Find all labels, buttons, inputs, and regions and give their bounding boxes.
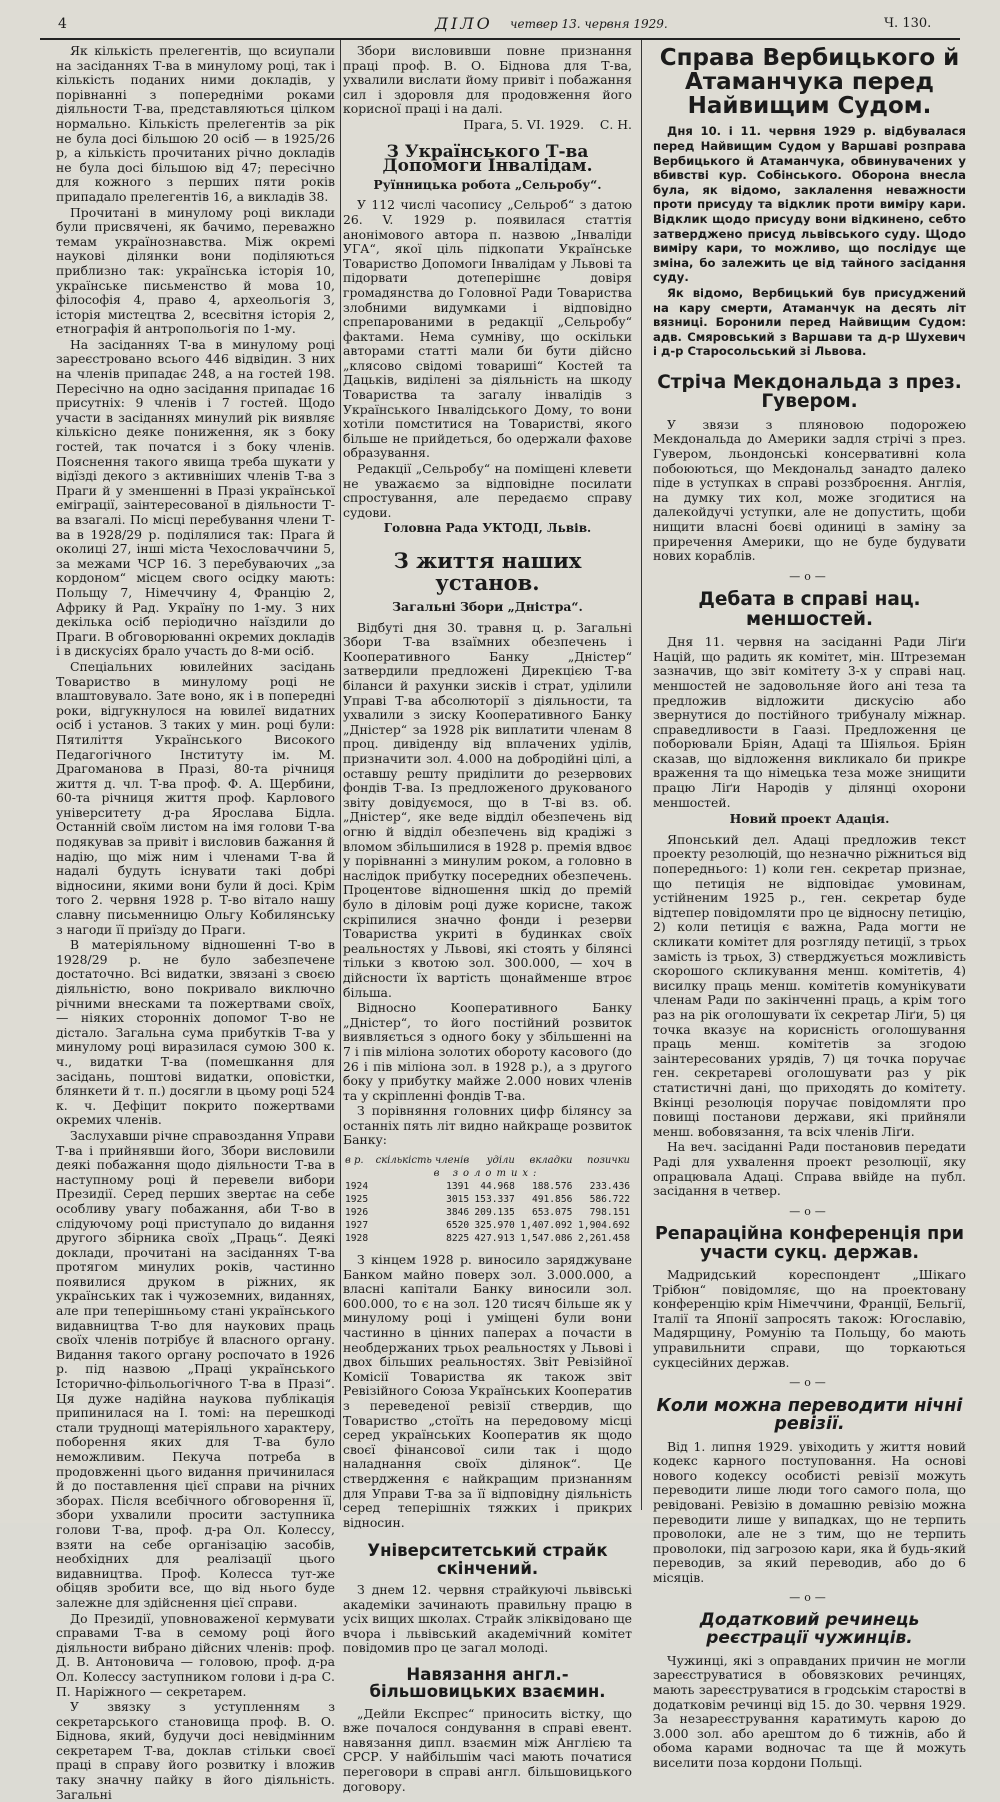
article-paragraph: „Дейли Експрес“ приносить вістку, що вже почалося сондування в справі евент. навязання дипл. взаємин між Англією та СРСР. У найбільшім часі мають початися переговори в справі англ. більшовицького договору. bbox=[343, 1705, 632, 1794]
column-divider bbox=[340, 40, 341, 1510]
headline: Справа Вербицького й Атаманчука перед Найвищим Судом. bbox=[659, 45, 960, 120]
author-initials: С. Н. bbox=[599, 116, 632, 132]
headline: Стріча Мекдональда з през. Гувером. bbox=[657, 371, 962, 413]
separator: —o— bbox=[789, 1204, 830, 1218]
table-cell: 586.722 bbox=[589, 1194, 630, 1206]
headline: Репараційна конференція при участи сукц. держав. bbox=[654, 1224, 965, 1263]
table-cell: 3846 bbox=[446, 1207, 470, 1219]
separator: —o— bbox=[789, 569, 830, 583]
page-header bbox=[58, 10, 938, 36]
table-row bbox=[343, 1180, 632, 1193]
article-paragraph: Від 1. липня 1929. увіходить у життя новий кодекс карного поступовання. На основі нового кодексу особисті ревізії можуть переводити лише люди того самого пола, що ревідовані. Ревізію в домашню ревізію можна переводити лише у випадках, що не терпить проволоки, але не з тим, що не терпить проволоки, під загрозою кари, яка й будь-який переводив, за який переводив, або до 6 місяців. bbox=[653, 1438, 966, 1585]
lead-paragraph: Дня 10. і 11. червня 1929 р. відбувалася перед Найвищим Судом у Варшаві розправа Вербицького й Атаманчука, обвинувачених у вбивстві кур. Собінського. Оборона внесла була, як відомо, заклалення неважности проти присуду та відклик проти виміру кари. Відклик щодо присуду вони відкинено, себто затверджено присуд львівського суду. Щодо виміру кари, то можливо, що послідує ще зміна, бо залежить це від тайного засідання суду. bbox=[653, 124, 966, 285]
article-signature bbox=[343, 118, 632, 133]
table-cell: 233.436 bbox=[589, 1181, 630, 1193]
article-paragraph: В матеріяльному відношенні Т-во в 1928/29 р. не було забезпечене достаточно. Всі видатки, звязані з своєю діяльністю, воно покривало виключно річними внесками та пожертвами своїх, — ніяких сторонніх допомог Т-во не дістало. Загальна сума прибутків Т-ва у минулому році виразилася сумою 300 к. ч., видатки Т-ва (помешкання для засідань, поштові видатки, оповістки, блянкети й т. п.) досягли в цьому році 524 к. ч. Дефіцит покрито пожертвами окремих членів. bbox=[56, 937, 335, 1128]
column-header: позички bbox=[587, 1155, 630, 1167]
table-cell: 798.151 bbox=[589, 1207, 630, 1219]
column-header: в р. bbox=[345, 1155, 364, 1167]
article-signature: Головна Рада УКТОДІ, Львів. bbox=[383, 521, 592, 536]
table-cell: 325.970 bbox=[474, 1220, 515, 1232]
table-cell: 491.856 bbox=[531, 1194, 573, 1206]
column-header: уділи bbox=[486, 1155, 515, 1167]
subheadline: Руїнницька робота „Сельробу“. bbox=[373, 176, 602, 192]
article-paragraph: Спеціальних ювилейних засідань Товариство в минулому році не влаштовувало. Зате воно, як і в попередні роки, відгукнулося на ювилеї видатних осіб і установ. З таких у мин. році були: Пятиліття Українського Високого Педагогічного Інституту ім. М. Драгоманова в Празі, 80-та річниця життя д. чл. Т-ва проф. Ф. А. Щербини, 60-та річниця життя проф. Карлового університету д-ра Ярослава Бідла. Останній своїм листом на імя голови Т-ва подякував за привіт і висловив бажання й надію, що між ним і членами Т-ва й надалі будуть існувати такі добрі відносини, якими вони були й досі. Крім того 2. червня 1928 р. Т-во вітало нашу славну письменницю Ольгу Кобилянську з нагоди її приїзду до Праги. bbox=[56, 658, 335, 937]
issue-date: четвер 13. червня 1929. bbox=[510, 17, 668, 31]
article-paragraph: У 112 числі часопису „Сельроб“ з датою 26. V. 1929 р. появилася статтія анонімового автора п. назвою „Інваліди УГА“, якої ціль підкопати Українське Товариство Допомоги Інвалідам у Львові та підорвати дотеперішнє довіря громадянства до Головної Ради Товариства злобними видумками і відповідно спрепарованими в редакції „Сельробу“ фактами. Нема сумніву, що оскільки авторами статті мали би бути дійсно „клясово свідомі товариші“ Костей та Дацьків, виділені за діяльність на шкоду Товариства та загалу інвалідів з Українського Інвалідського Дому, то вони хотіли помститися на Товаристві, якого більше не прийдеться, бо одержали фахове образування. bbox=[343, 197, 632, 461]
article-paragraph: З днем 12. червня страйкуючі львівські академіки зачинають правильну працю в усіх вищих школах. Страйк зліквідовано ще вчора і львівський академічний комітет повідомив про це загал молоді. bbox=[343, 1581, 632, 1656]
column-header: вкладки bbox=[529, 1155, 573, 1167]
table-cell: 1927 bbox=[345, 1220, 369, 1232]
column-header: скількість членів bbox=[375, 1155, 470, 1167]
subheadline: Новий проект Адація. bbox=[729, 811, 890, 827]
table-header-row bbox=[343, 1154, 632, 1167]
table-cell: 1924 bbox=[345, 1181, 369, 1193]
table-cell: 1928 bbox=[345, 1233, 369, 1245]
page-number: 4 bbox=[58, 16, 67, 32]
article-paragraph: У звязку з уступленням з секретарського становища проф. В. О. Біднова, який, будучи досі невідмінним секретарем Т-ва, доклав стільки своєї праці в справу його розвитку і вложив таку значну пайку в його діяльність. Загальні bbox=[56, 1699, 335, 1802]
paper-title: ДІЛО bbox=[435, 14, 493, 33]
article-paragraph: Прочитані в минулому році виклади були присвячені, як бачимо, переважно темам українознавства. Між окремі наукові ділянки вони поділяються приблизно так: українська історія 10, українське письменство й мова 10, філософія 4, право 4, археольогія 3, історія мистецтва 2, всесвітня історія 2, етнографія й антропольогія по 1-му. bbox=[56, 204, 335, 337]
article-paragraph: Відносно Кооперативного Банку „Дністер“, то його постійний розвиток виявляється з одного боку у збільшенні на 7 і пів міліона золотих обороту касового (до 26 і пів міліона зол. в 1928 р.), а з другого боку у прибутку майже 2.000 нових членів та у скріпленні фондів Т-ва. bbox=[343, 1000, 632, 1103]
table-cell: 427.913 bbox=[474, 1233, 515, 1245]
table-body bbox=[343, 1180, 632, 1245]
article-paragraph: Мадридський кореспондент „Шікаго Трібюн“ повідомляє, що на проектовану конференцію крім Німеччини, Франції, Бельгії, Італії та Японії запросять також: Югославію, Мадярщину, Ромунію та Польщу, бо мають управильнити справи, що торкаються сукцесійних держав. bbox=[653, 1267, 966, 1370]
table-cell: 1,407.092 bbox=[520, 1220, 573, 1232]
table-cell: 1926 bbox=[345, 1207, 369, 1219]
table-row bbox=[343, 1193, 632, 1206]
headline: Навязання англ.-більшовицьких взаємин. bbox=[369, 1664, 606, 1702]
table-cell: 653.075 bbox=[531, 1207, 573, 1219]
article-paragraph: З кінцем 1928 р. виносило заряджуване Банком майно поверх зол. 3.000.000, а власні капітали Банку виносили зол. 600.000, то є на зол. 120 тисяч більше як у минулому році і уміщені були вони частинно в цінних паперах а почасти в необдержаних трьох реальностях у Львові і двох більших реальностях. Звіт Ревізійної Комісії Товариства як також звіт Ревізійного Союза Українських Кооператив з переведеної ревізії ствердив, що Товариство „стоїть на передовому місці серед українських Кооператив як щодо своєї фінансової сили так і щодо наладнання своїх ділянок“. Це ствердження є найкращим признанням для Управи Т-ва за її відповідну діяльність серед теперішніх тяжких і прикрих відносин. bbox=[343, 1252, 632, 1530]
article-paragraph: Збори висловивши повне признання праці проф. В. О. Біднова для Т-ва, ухвалили вислати йому привіт і побажання сил і здоровля для продовження його корисної праці і на далі. bbox=[343, 43, 632, 117]
table-row bbox=[343, 1219, 632, 1232]
article-paragraph: Чужинці, які з оправданих причин не могли зареєструватися в обовязкових речинцях, мають зареєструватися в гродськім старостві в додатковім речинці від 15. до 30. червня 1929. За незареєстрування каратимуть карою до 3.000 зол. або арештом до 6 тижнів, або й обома карами водночас та ще й можуть виселити поза кордони Польщі. bbox=[653, 1652, 966, 1770]
table-cell: 44.968 bbox=[480, 1181, 515, 1193]
table-cell: 2,261.458 bbox=[578, 1233, 630, 1245]
lead-paragraph: Як відомо, Вербицький був присуджений на кару смерти, Атаманчук на десять літ вязниці. Боронили перед Найвищим Судом: адв. Смяровський з Варшави та д-р Шухевич і д-р Старосольський зі Львова. bbox=[653, 285, 966, 359]
column-1 bbox=[56, 43, 335, 1802]
table-cell: 1,904.692 bbox=[578, 1220, 630, 1232]
article-paragraph: До Президії, уповноваженої кермувати справами Т-ва в семому році його діяльности вибрано дійсних членів: проф. Д. В. Антоновича — головою, проф. д-ра Ол. Колессу заступником голови і д-ра С. П. Наріжного — секретарем. bbox=[56, 1610, 335, 1699]
issue-number: Ч. 130. bbox=[884, 16, 932, 31]
table-cell: 1,547.086 bbox=[520, 1233, 573, 1245]
headline: Додатковий речинець реєстрації чужинців. bbox=[699, 1610, 920, 1648]
article-paragraph: Редакції „Сельробу“ на поміщені клевети не уважаємо за відповідне посилати спростування, але передаємо справу судови. bbox=[343, 461, 632, 520]
table-cell: 3015 bbox=[446, 1194, 470, 1206]
headline: З Українського Т-ва Допомоги Інвалідам. bbox=[382, 141, 593, 177]
header-rule bbox=[40, 38, 960, 40]
financial-table bbox=[343, 1154, 632, 1245]
article-paragraph: Дня 11. червня на засіданні Ради Ліґи Націй, що радить як комітет, мін. Штреземан зазначив, що звіт комітету 3-х у справі нац. меншостей не задовольняе його ані теза та предложив відложити дискусію або звернутися до постійного трибуналу міжнар. справедливости в Гаазі. Предложення це поборювали Бріян, Адаці та Шіяльоя. Бріян сказав, що відложення викликало би прикре враження та що німецька теза може знищити працю Ліґи Народів у ділянці охорони меншостей. bbox=[653, 634, 966, 810]
table-cell: 1925 bbox=[345, 1194, 369, 1206]
unit-note: в золотих: bbox=[433, 1168, 542, 1180]
article-paragraph: На засіданнях Т-ва в минулому році зареєстровано всього 446 відвідин. З них на членів припадає 248, а на гостей 198. Пересічно на одно засідання припадає 16 присутніх: 9 членів і 7 гостей. Щодо участи в засіданнях минулий рік виявляє кількісно деяке пониження, як з боку гостей, так початся і з боку членів. Пояснення такого явища треба шукати у відїзді декого з активніших членів Т-ва з Праги й у зменшенні в Празі української еміграції, заінтересованої в діяльности Т-ва взагалі. По місці перебування члени Т-ва в 1928/29 р. поділялися так: Прага й околиці 27, інші міста Чехословаччини 5, за межами ЧСР 16. З перебуваючих „за кордоном“ місцем свого осідку мають: Польщу 7, Німеччину 4, Францію 2, Африку й Рад. Україну по 1-му. З них декілька осіб періодично наїздили до Праги. В обговорюванні окремих докладів і в дискусіях брало участь до 8-ми осіб. bbox=[56, 336, 335, 659]
article-paragraph: У звязи з пляновою подорожею Мекдональда до Америки задля стрічі з през. Гувером, льондонські консервативні кола побоюються, що Мекдональд занадто далеко піде в уступках в справі роззброєння. Англія, на думку тих кол, може згодитися на далекойдучі уступки, але не допустить, щоби нищити власні боєві одиниці в заміну за приречення Америки, що не буде будувати нових кораблів. bbox=[653, 416, 966, 564]
article-paragraph: Як кількість прелегентів, що всиупали на засіданнях Т-ва в минулому році, так і кількість поданих ними докладів, у порівнанні з попередніми роками діяльности Т-ва, представляються цілком нормально. Кількість прелегентів за рік не була досі більшою 20 осіб — в 1925/26 р, а кількість прочитаних річно докладів не була досі більшою від 47; пересічно для кожного з перших пяти років припадало прелегентів 16, а викладів 38. bbox=[56, 43, 335, 204]
table-cell: 209.135 bbox=[474, 1207, 515, 1219]
separator: —o— bbox=[789, 1591, 830, 1605]
separator: —o— bbox=[789, 1376, 830, 1390]
article-paragraph: Японський дел. Адаці предложив текст проекту резолюцій, що незначно ріжниться від попереднього: 1) коли ген. секретар признае, що петиція не відповідає умовинам, устійненим 1925 р., ген. секретар буде відтепер повідомляти про це відносну петицію, 2) коли петиція є важна, Рада могти не скликати комітет для розгляду петиції, з трьох замість із трьох, 3) стверджується можливість скорошого скликування менш. комітетів, 4) висилку праць менш. комітетів комунікувати членам Ради по закінченні праць, а крім того раз на рік оголошувати їх секретар Ліґи, 5) ця точка вказує на корисність оголошування праць менш. комітетів за згодою заінтересованих урядів, 7) ця точка поручає ген. секретареві оголошувати раз у рік статистичні дані, що приходять до комітету. Вкінці резолюція поручає повідомляти про повищі постанови держави, які прийняли менш. вобовязання, та всіх членів Ліґи. bbox=[653, 831, 966, 1139]
headline: Коли можна переводити нічні ревізії. bbox=[656, 1395, 963, 1435]
subheadline: Загальні Збори „Дністра“. bbox=[392, 599, 583, 615]
table-row bbox=[343, 1206, 632, 1219]
headline: З життя наших установ. bbox=[393, 548, 582, 596]
table-row bbox=[343, 1232, 632, 1245]
table-cell: 188.576 bbox=[531, 1181, 573, 1193]
headline: Університетський страйк скінчений. bbox=[367, 1541, 608, 1578]
place-date: Прага, 5. VI. 1929. bbox=[463, 116, 585, 132]
article-paragraph: На веч. засіданні Ради постановив передати Раді для ухвалення проект резолюції, яку опрацювала Адаці. Справа ввійде на публ. засідання в четвер. bbox=[653, 1139, 966, 1199]
article-paragraph: Відбуті дня 30. травня ц. р. Загальні Збори Т-ва взаїмних обезпечень і Кооперативного Банку „Дністер“ затвердили предложені Дирекцією Т-ва біланси й рахунки зисків і страт, уділили Управі Т-ва абсолюторії з діяльности, та ухвалили з зиску Кооперативного Банку „Дністер“ за 1928 рік виплатити членам 8 проц. дивіденду від вплачених уділів, призначити зол. 4.000 на добродійні цілі, а оставшу решту приділити до резервових фондів Т-ва. Із предложеного друкованого звіту довідуємося, що в Т-ві вз. об. „Дністер“, яке веде відділ обезпечень від огню й відділ обезпечень від крадіжі з вломом збільшилися в 1928 р. премія вдвоє у порівнанні з минулим роком, а головно в наслідок прибутку посередних обезпечень. Процентове відношення шкід до премій було в діловім році дуже корисне, також скріпилися значно фонди і резерви Товариства укриті в будинках своїх реальностях у Львові, які стоять у білянсі тільки з квотою зол. 300.000, — хоч в дійсности їх вартість щонайменше втроє більша. bbox=[343, 619, 632, 1000]
headline: Дебата в справі нац. меншостей. bbox=[698, 589, 921, 630]
table-cell: 6520 bbox=[446, 1220, 470, 1232]
table-cell: 153.337 bbox=[474, 1194, 515, 1206]
column-divider bbox=[641, 40, 642, 1510]
table-cell: 8225 bbox=[446, 1233, 470, 1245]
table-unit-row bbox=[343, 1167, 632, 1180]
article-paragraph: З порівняння головних цифр білянсу за останніх пять літ видно найкраще розвиток Банку: bbox=[343, 1103, 632, 1148]
column-3 bbox=[653, 44, 966, 1770]
article-paragraph: Заслухавши річне справоздання Управи Т-ва і прийнявши його, Збори висловили деякі побажання щодо діяльности Т-ва в наступному році й перевели вибори Президії. Серед перших звертає на себе особливу увагу побажання, аби Т-во в слідуючому році приступало до видання другого збірника своїх „Праць“. Деякі доклади, прочитані на засіданнях Т-ва протягом минулих років, частинно появилися друком в ріжних, як українських так і чужоземних, виданнях, але при теперішньому стані українського видавництва Т-во для наукових праць своїх членів потрібує й власного органу. Видання такого органу роспочато в 1926 р. під назвою „Праці українського Історично-фільольогічного Т-ва в Празі“. Ця дуже надійна наукова публікація припинилася на І. томі: на перешкоді стали труднощі матеріяльного характеру, поборення яких для Т-ва було неможливим. Пекуча потреба в продовженні цього видання причинилася й до поставлення цієї справи на річних зборах. Після всебічного обговорення її, збори ухвалили просити заступника голови Т-ва, проф. д-ра Ол. Колессу, взяти на себе організацію засобів, необхідних для реалізації цього видавництва. Проф. Колесса тут-же обіцяв зробити все, що від нього буде залежне для здійснення цієї справи. bbox=[56, 1127, 335, 1610]
column-2 bbox=[343, 43, 632, 1794]
table-cell: 1391 bbox=[446, 1181, 470, 1193]
